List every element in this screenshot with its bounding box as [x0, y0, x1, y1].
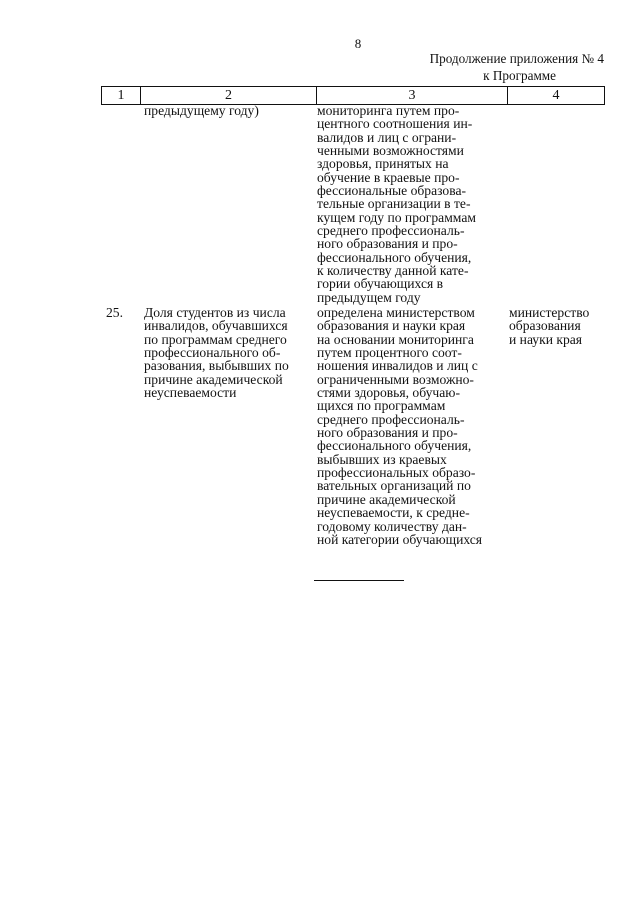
method-line: валидов и лиц с ограни- — [317, 129, 457, 145]
appendix-reference — [430, 50, 604, 84]
method-line: вательных организаций по — [317, 478, 471, 494]
method-line: среднего профессиональ- — [317, 223, 465, 239]
end-separator-line — [314, 580, 404, 581]
method-line: образования и науки края — [317, 318, 466, 334]
method-line: к количеству данной кате- — [317, 263, 469, 279]
row-1-indicator — [144, 306, 289, 399]
indicator-line: разования, выбывших по — [144, 358, 289, 374]
method-line: годовому количеству дан- — [317, 518, 467, 534]
method-line: путем процентного соот- — [317, 345, 462, 361]
method-line: ношения инвалидов и лиц с — [317, 358, 478, 374]
indicator-line: причине академической — [144, 371, 283, 387]
row-number: 25. — [106, 305, 123, 320]
page-number: 8 — [354, 36, 362, 51]
method-line: здоровья, принятых на — [317, 156, 449, 172]
method-line: неуспеваемости, к средне- — [317, 505, 470, 521]
method-line: выбывших из краевых — [317, 451, 447, 467]
indicator-line: инвалидов, обучавшихся — [144, 318, 288, 334]
method-line: гории обучающихся в — [317, 276, 444, 292]
method-line: фессионального обучения, — [317, 249, 472, 265]
method-line: стями здоровья, обучаю- — [317, 385, 460, 401]
method-line: тельные организации в те- — [317, 196, 471, 212]
method-line: ного образования и про- — [317, 236, 458, 252]
method-line: причине академической — [317, 491, 456, 507]
method-line: ной категории обучающихся — [317, 531, 483, 547]
method-line: предыдущем году — [317, 289, 421, 305]
indicator-line: профессионального об- — [144, 345, 281, 361]
responsible-line: образования — [509, 318, 581, 334]
row-1-method — [317, 306, 482, 546]
column-number-1: 1 — [102, 87, 141, 104]
method-line: профессиональных образо- — [317, 465, 476, 481]
row-1-responsible — [509, 306, 589, 346]
indicator-line: по программам среднего — [144, 331, 287, 347]
column-number-3: 3 — [317, 87, 508, 104]
column-number-2: 2 — [141, 87, 317, 104]
method-line: мониторинга путем про- — [317, 103, 460, 118]
method-line: фессиональные образова- — [317, 183, 467, 199]
indicator-line: Доля студентов из числа — [144, 305, 286, 320]
method-line: центного соотношения ин- — [317, 116, 473, 132]
responsible-line: министерство — [509, 305, 590, 320]
method-line: на основании мониторинга — [317, 331, 474, 347]
method-line: кущем году по программам — [317, 209, 476, 225]
indicator-line: неуспеваемости — [144, 385, 237, 401]
method-line: ограниченными возможно- — [317, 371, 474, 387]
method-line: щихся по программам — [317, 398, 446, 414]
method-line: среднего профессиональ- — [317, 411, 465, 427]
indicator-line: предыдущему году) — [144, 103, 259, 118]
row-0-method — [317, 104, 476, 304]
row-1-number — [106, 306, 123, 319]
responsible-line: и науки края — [509, 331, 583, 347]
appendix-continuation-line: Продолжение приложения № 4 — [429, 51, 604, 66]
method-line: определена министерством — [317, 305, 475, 320]
method-line: ченными возможностями — [317, 143, 464, 159]
row-0-indicator — [144, 104, 259, 117]
method-line: фессионального обучения, — [317, 438, 472, 454]
method-line: обучение в краевые про- — [317, 169, 460, 185]
program-reference-line: к Программе — [483, 68, 556, 83]
method-line: ного образования и про- — [317, 425, 458, 441]
column-number-4: 4 — [552, 88, 560, 103]
